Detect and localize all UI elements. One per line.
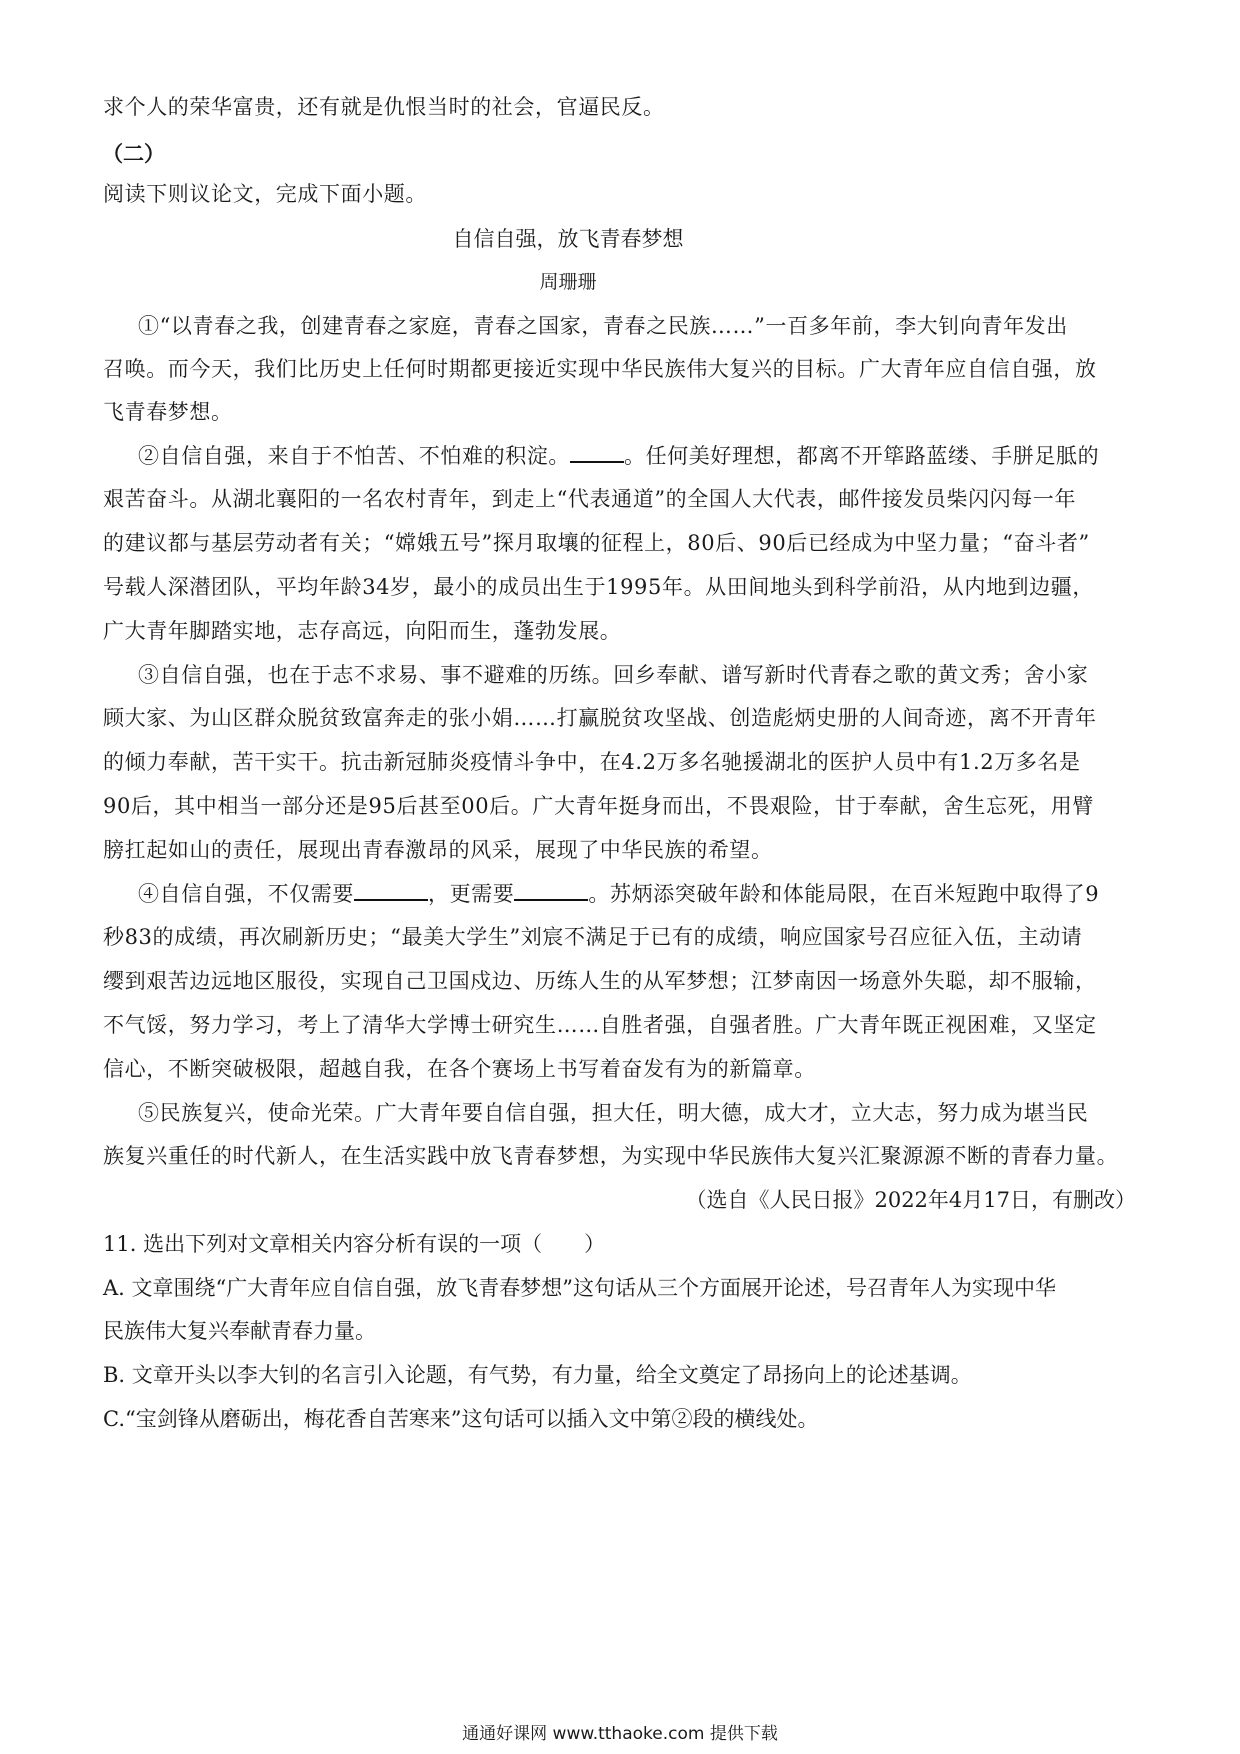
option-a-line-2: 民族伟大复兴奉献青春力量。: [103, 1319, 376, 1343]
p4-line-2: 秒83的成绩，再次刷新历史；“最美大学生”刘宸不满足于已有的成绩，响应国家号召应征入伍，主动请: [103, 925, 1083, 949]
answer-blank-2: [354, 881, 428, 901]
p3-line-1: ③自信自强，也在于志不求易、事不避难的历练。回乡奉献、谱写新时代青春之歌的黄文秀；舍小家: [138, 663, 1089, 687]
article-source: （选自《人民日报》2022年4月17日，有删改）: [685, 1188, 1136, 1212]
p5-line-2: 族复兴重任的时代新人，在生活实践中放飞青春梦想，为实现中华民族伟大复兴汇聚源源不断的青春力量。: [103, 1144, 1119, 1168]
option-a-line-1: A. 文章围绕“广大青年应自信自强，放飞青春梦想”这句话从三个方面展开论述，号召青年人为实现中华: [103, 1276, 1056, 1300]
p5-line-1: ⑤民族复兴，使命光荣。广大青年要自信自强，担大任，明大德，成大才，立大志，努力成为堪当民: [138, 1101, 1089, 1125]
p4-line-1-a: ④自信自强，不仅需要: [138, 882, 354, 906]
intro-tail: 求个人的荣华富贵，还有就是仇恨当时的社会，官逼民反。: [103, 95, 665, 119]
p2-line-1-before: ②自信自强，来自于不怕苦、不怕难的积淀。: [138, 444, 570, 468]
p4-line-1-b: ，更需要: [428, 882, 515, 906]
p2-line-4: 号载人深潜团队，平均年龄34岁，最小的成员出生于1995年。从田间地头到科学前沿，从内地到边疆，: [103, 575, 1094, 599]
article-author: 周珊珊: [539, 271, 597, 293]
instruction: 阅读下则议论文，完成下面小题。: [103, 182, 427, 206]
p4-line-5: 信心，不断突破极限，超越自我，在各个赛场上书写着奋发有为的新篇章。: [103, 1057, 816, 1081]
p4-line-1-c: 。苏炳添突破年龄和体能局限，在百米短跑中取得了9: [588, 882, 1100, 906]
p3-line-4: 90后，其中相当一部分还是95后甚至00后。广大青年挺身而出，不畏艰险，甘于奉献，舍生忘死，用臂: [103, 794, 1094, 818]
option-b: B. 文章开头以李大钊的名言引入论题，有气势，有力量，给全文奠定了昂扬向上的论述基调。: [103, 1363, 972, 1387]
answer-blank-3: [514, 881, 588, 901]
p2-line-1: [138, 441, 1136, 471]
p1-line-1: ①“以青春之我，创建青春之家庭，青春之国家，青春之民族……”一百多年前，李大钊向青年发出: [138, 314, 1068, 338]
answer-blank-1: [570, 443, 624, 463]
page-footer: 通通好课网 www.tthaoke.com 提供下载: [462, 1724, 778, 1744]
p4-line-3: 缨到艰苦边远地区服役，实现自己卫国戍边、历练人生的从军梦想；江梦南因一场意外失聪，却不服输，: [103, 969, 1097, 993]
article-title: 自信自强，放飞青春梦想: [452, 227, 684, 251]
p2-line-3: 的建议都与基层劳动者有关；“嫦娥五号”探月取壤的征程上，80后、90后已经成为中坚力量；“奋斗者”: [103, 531, 1090, 555]
section-marker: （二）: [102, 141, 165, 166]
option-c: C.“宝剑锋从磨砺出，梅花香自苦寒来”这句话可以插入文中第②段的横线处。: [103, 1407, 819, 1431]
p3-line-5: 膀扛起如山的责任，展现出青春激昂的风采，展现了中华民族的希望。: [103, 838, 773, 862]
p4-line-1: [138, 879, 1136, 909]
question-stem: 11. 选出下列对文章相关内容分析有误的一项（ ）: [103, 1232, 606, 1256]
p1-line-3: 飞青春梦想。: [103, 400, 233, 424]
p2-line-2: 艰苦奋斗。从湖北襄阳的一名农村青年，到走上“代表通道”的全国人大代表，邮件接发员柴闪闪每一年: [103, 487, 1077, 511]
p2-line-1-after: 。任何美好理想，都离不开筚路蓝缕、手胼足胝的: [624, 444, 1100, 468]
p3-line-3: 的倾力奉献，苦干实干。抗击新冠肺炎疫情斗争中，在4.2万多名驰援湖北的医护人员中有1.2万多名是: [103, 750, 1081, 774]
p4-line-4: 不气馁，努力学习，考上了清华大学博士研究生……自胜者强，自强者胜。广大青年既正视困难，又坚定: [103, 1013, 1097, 1037]
p3-line-2: 顾大家、为山区群众脱贫致富奔走的张小娟……打赢脱贫攻坚战、创造彪炳史册的人间奇迹，离不开青年: [103, 706, 1097, 730]
p2-line-5: 广大青年脚踏实地，志存高远，向阳而生，蓬勃发展。: [103, 619, 622, 643]
p1-line-2: 召唤。而今天，我们比历史上任何时期都更接近实现中华民族伟大复兴的目标。广大青年应自信自强，放: [103, 357, 1097, 381]
